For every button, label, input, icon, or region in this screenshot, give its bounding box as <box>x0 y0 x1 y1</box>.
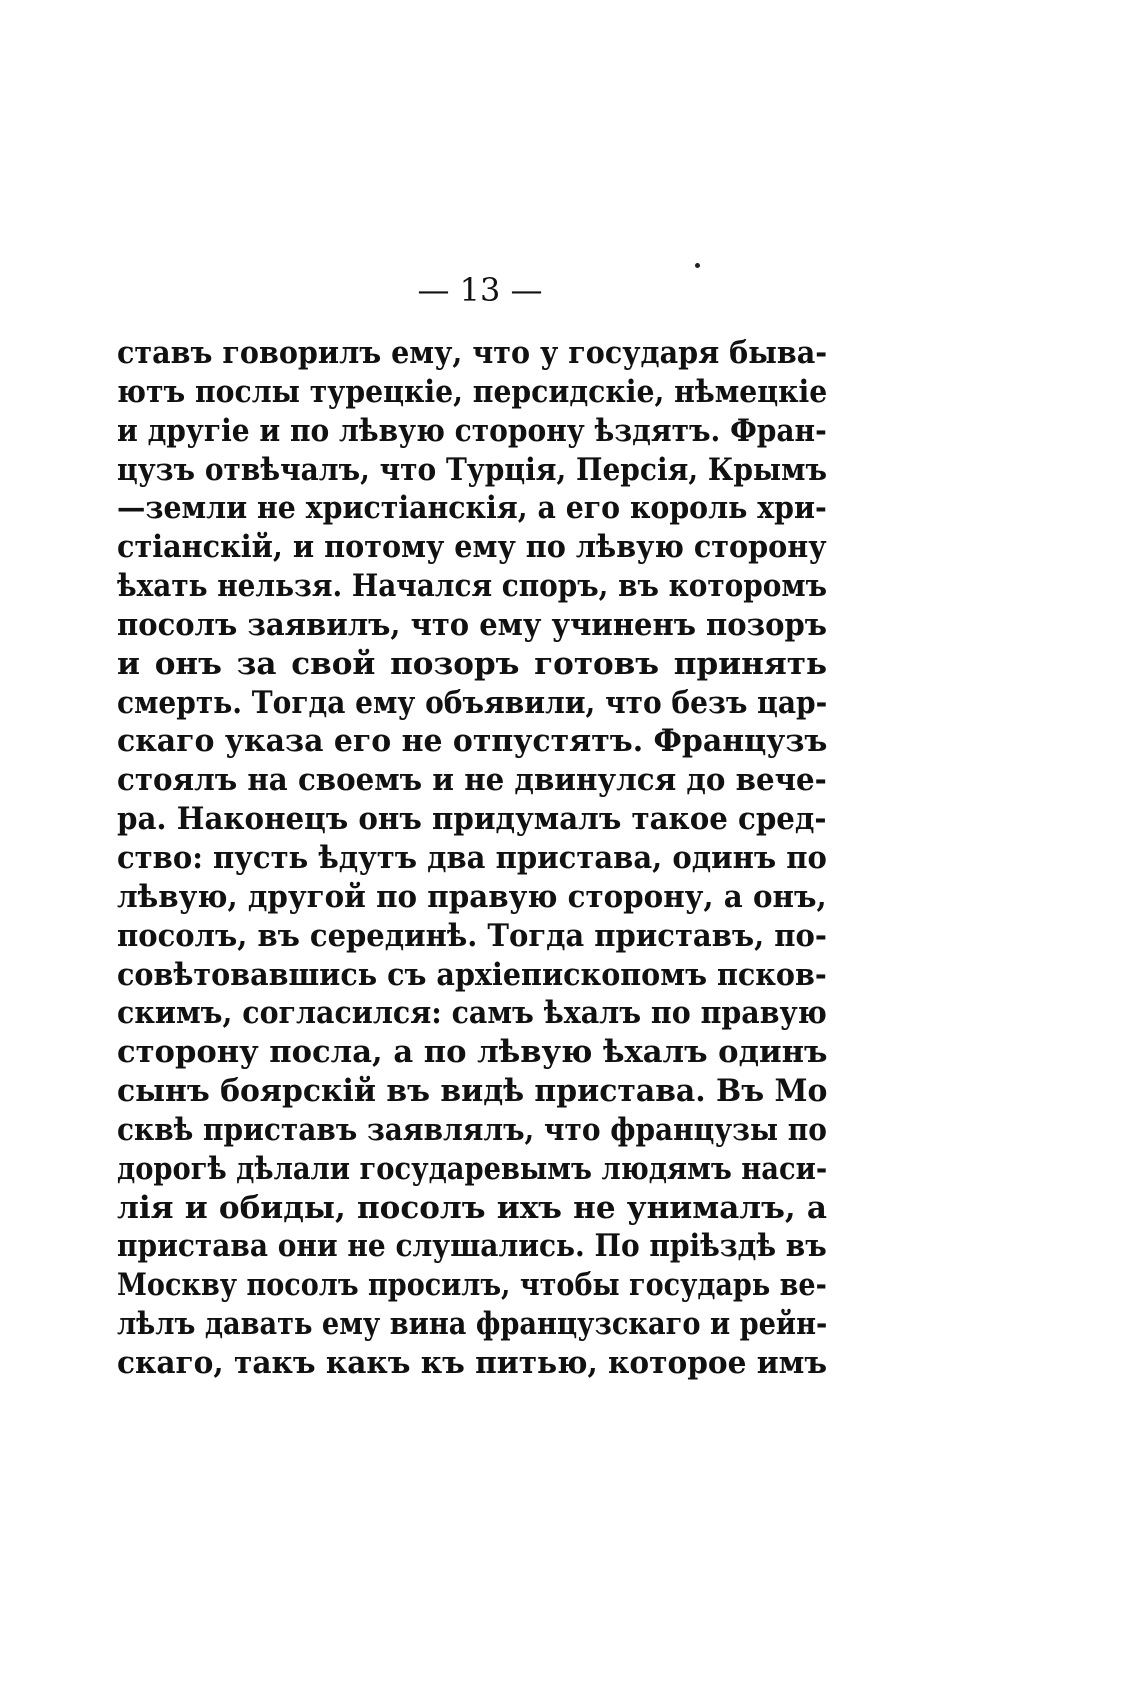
text-line: дорогѣ дѣлали государевымъ людямъ наси- <box>117 1150 828 1187</box>
text-line: ство: пусть ѣдутъ два пристава, одинъ по <box>117 839 827 876</box>
text-line: лія и обиды, посолъ ихъ не унималъ, а <box>117 1189 827 1226</box>
page-number: — 13 — <box>417 271 543 309</box>
text-line: лѣлъ давать ему вина французскаго и рейн- <box>117 1306 828 1343</box>
text-line: пристава они не слушались. По пріѣздѣ въ <box>117 1228 827 1265</box>
ink-speck <box>695 263 700 268</box>
text-line: сторону посла, а по лѣвую ѣхалъ одинъ <box>117 1034 828 1071</box>
text-line: ра. Наконецъ онъ придумалъ такое сред- <box>117 801 827 838</box>
text-line: стіанскій, и потому ему по лѣвую сторону <box>117 529 827 566</box>
text-line: стоялъ на своемъ и не двинулся до вече- <box>117 762 827 799</box>
text-line: лѣвую, другой по правую сторону, а онъ, <box>117 878 827 915</box>
text-line: сынъ боярскій въ видѣ пристава. Въ Мо <box>117 1073 828 1110</box>
text-line: совѣтовавшись съ архіепископомъ псков- <box>117 956 827 993</box>
text-line: смерть. Тогда ему объявили, что безъ цар- <box>117 684 828 721</box>
text-line: скаго, такъ какъ къ питью, которое имъ <box>117 1344 828 1381</box>
text-line: Москву посолъ просилъ, чтобы государь ве- <box>117 1267 827 1304</box>
text-line: ютъ послы турецкіе, персидскіе, нѣмецкіе <box>117 373 828 410</box>
text-line: ѣхать нельзя. Начался споръ, въ которомъ <box>117 568 828 605</box>
text-line: ставъ говорилъ ему, что у государя быва- <box>117 335 828 371</box>
text-line: скаго указа его не отпустятъ. Французъ <box>117 723 828 760</box>
text-line: скимъ, согласился: самъ ѣхалъ по правую <box>117 995 827 1032</box>
text-line: посолъ, въ серединѣ. Тогда приставъ, по- <box>117 917 827 954</box>
text-line: посолъ заявилъ, что ему учиненъ позоръ <box>117 606 827 643</box>
text-line: —земли не христіанскія, а его король хри- <box>117 490 827 527</box>
text-line: и онъ за свой позоръ готовъ принять <box>117 645 827 682</box>
text-line: сквѣ приставъ заявлялъ, что французы по <box>117 1111 827 1148</box>
text-line: и другіе и по лѣвую сторону ѣздятъ. Фран- <box>117 412 827 449</box>
text-line: цузъ отвѣчалъ, что Турція, Персія, Крымъ <box>117 451 827 488</box>
body-text <box>117 334 827 1383</box>
